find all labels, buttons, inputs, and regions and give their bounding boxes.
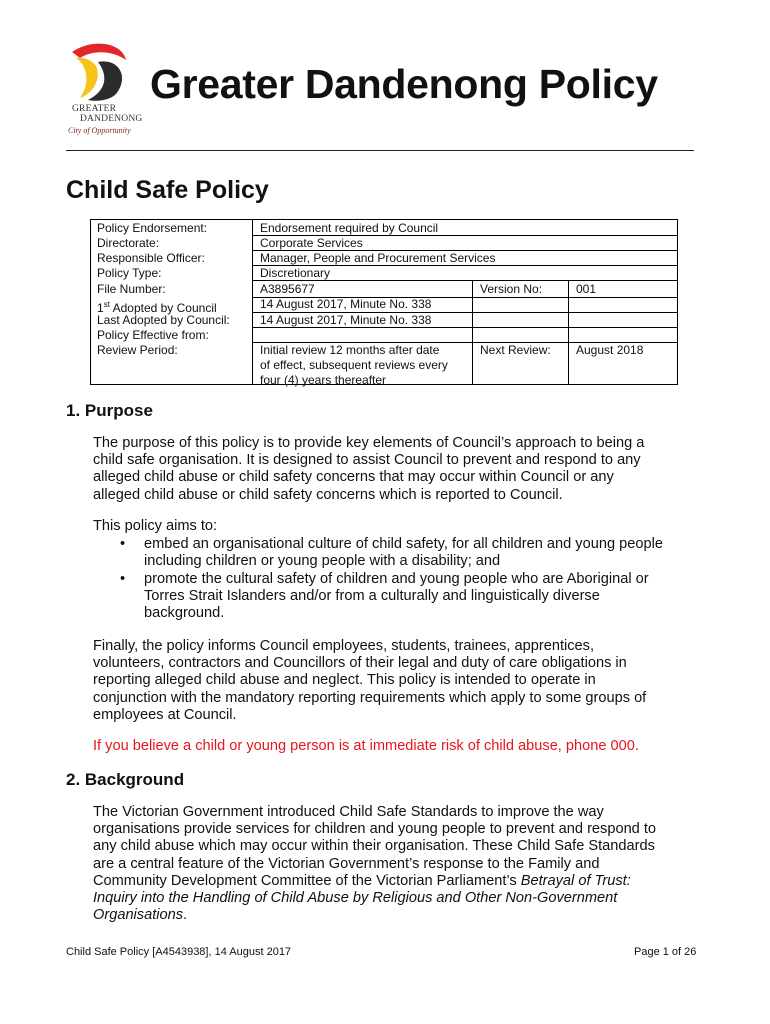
text-line: background. [144,605,225,622]
table-value: 001 [576,282,597,296]
text-line: any child abuse which may occur within their organisation. These Child Safe Standards [93,838,655,855]
section-heading-purpose: 1. Purpose [66,401,153,420]
text-line: If you believe a child or young person is at immediate risk of child abuse, phone 000. [93,738,639,754]
council-logo [62,40,146,138]
page-title: Child Safe Policy [66,176,269,204]
table-divider [252,220,253,384]
logo-mark-icon [62,40,146,104]
text-line: volunteers, contractors and Councillors of their legal and duty of care obligations in [93,655,627,672]
label-rest: Adopted by Council [109,301,217,315]
text-line: This policy aims to: [93,518,218,534]
text-line: The Victorian Government introduced Child Safe Standards to improve the way [93,804,604,820]
text-line-italic: Betrayal of Trust: [520,872,631,889]
table-value: Endorsement required by Council [260,221,439,235]
text-line: promote the cultural safety of children and young people who are Aboriginal or [144,571,649,587]
aims-intro [93,518,703,535]
text-line: alleged child abuse or child safety concerns that may occur within Council or any [93,469,614,486]
header-divider [66,150,694,151]
table-divider [568,280,569,384]
text-line: The purpose of this policy is to provide key elements of Council’s approach to being a [93,435,645,451]
text-line-italic: Inquiry into the Handling of Child Abuse by Religious and Other Non-Government [93,890,618,907]
logo-text-dandenong: DANDENONG [80,114,143,124]
text-line: are a central feature of the Victorian Government’s response to the Family and [93,855,600,872]
logo-tagline: City of Opportunity [68,126,131,135]
section-heading-background: 2. Background [66,770,185,789]
table-label: Policy Type: [97,266,162,280]
table-label: Last Adopted by Council: [97,313,230,327]
table-divider [472,280,473,384]
table-label: Directorate: [97,236,160,250]
table-label: Responsible Officer: [97,251,205,265]
text-line: child safe organisation. It is designed to assist Council to prevent and respond to any [93,452,641,469]
bullet-icon: • [120,571,126,587]
table-label: File Number: [97,282,166,296]
purpose-paragraph [93,435,703,504]
logo-text-greater: GREATER [72,104,117,114]
text-line: alleged child abuse or child safety concerns which is reported to Council. [93,486,563,503]
table-value: A3895677 [260,282,315,296]
table-label: Review Period: [97,343,178,357]
emergency-warning [93,738,703,755]
table-value: of effect, subsequent reviews every [260,358,448,372]
footer-page-number: Page 1 of 26 [634,946,697,958]
text-line-italic: Organisations [93,907,184,924]
table-value: Discretionary [260,266,331,280]
text-line: employees at Council. [93,706,237,723]
text-line: Finally, the policy informs Council employees, students, trainees, apprentices, [93,638,595,654]
table-value: Corporate Services [260,236,363,250]
table-label: Policy Effective from: [97,328,209,342]
bullet-icon: • [120,536,126,552]
table-value: 14 August 2017, Minute No. 338 [260,297,432,311]
policy-info-table [90,219,678,385]
table-value: August 2018 [576,343,644,357]
table-label: Version No: [480,282,543,296]
text-line: organisations provide services for children and young people to prevent and respond to [93,821,657,838]
footer-document-reference: Child Safe Policy [A4543938], 14 August 2017 [66,946,292,958]
label-prefix: 1 [97,301,104,315]
header-title: Greater Dandenong Policy [150,61,658,107]
text-line: including children or young people with a disability; and [144,553,501,570]
purpose-paragraph-2 [93,638,703,724]
table-label: Next Review: [480,343,551,357]
text-line: embed an organisational culture of child safety, for all children and young people [144,536,663,552]
table-value: 14 August 2017, Minute No. 338 [260,313,432,327]
text-line: Community Development Committee of the Victorian Parliament’s [93,872,521,889]
text-line: conjunction with the mandatory reporting requirements which apply to some groups of [93,689,647,706]
table-value: Initial review 12 months after date [260,343,440,357]
label-superscript: st [103,300,110,309]
text-punctuation: . [183,907,188,924]
background-paragraph [93,804,703,924]
text-line: Torres Strait Islanders and/or from a culturally and linguistically diverse [144,588,600,605]
table-value: four (4) years thereafter [260,373,387,387]
text-line: reporting alleged child abuse and neglect. This policy is intended to operate in [93,672,596,689]
table-label: Policy Endorsement: [97,221,208,235]
table-value: Manager, People and Procurement Services [260,251,496,265]
